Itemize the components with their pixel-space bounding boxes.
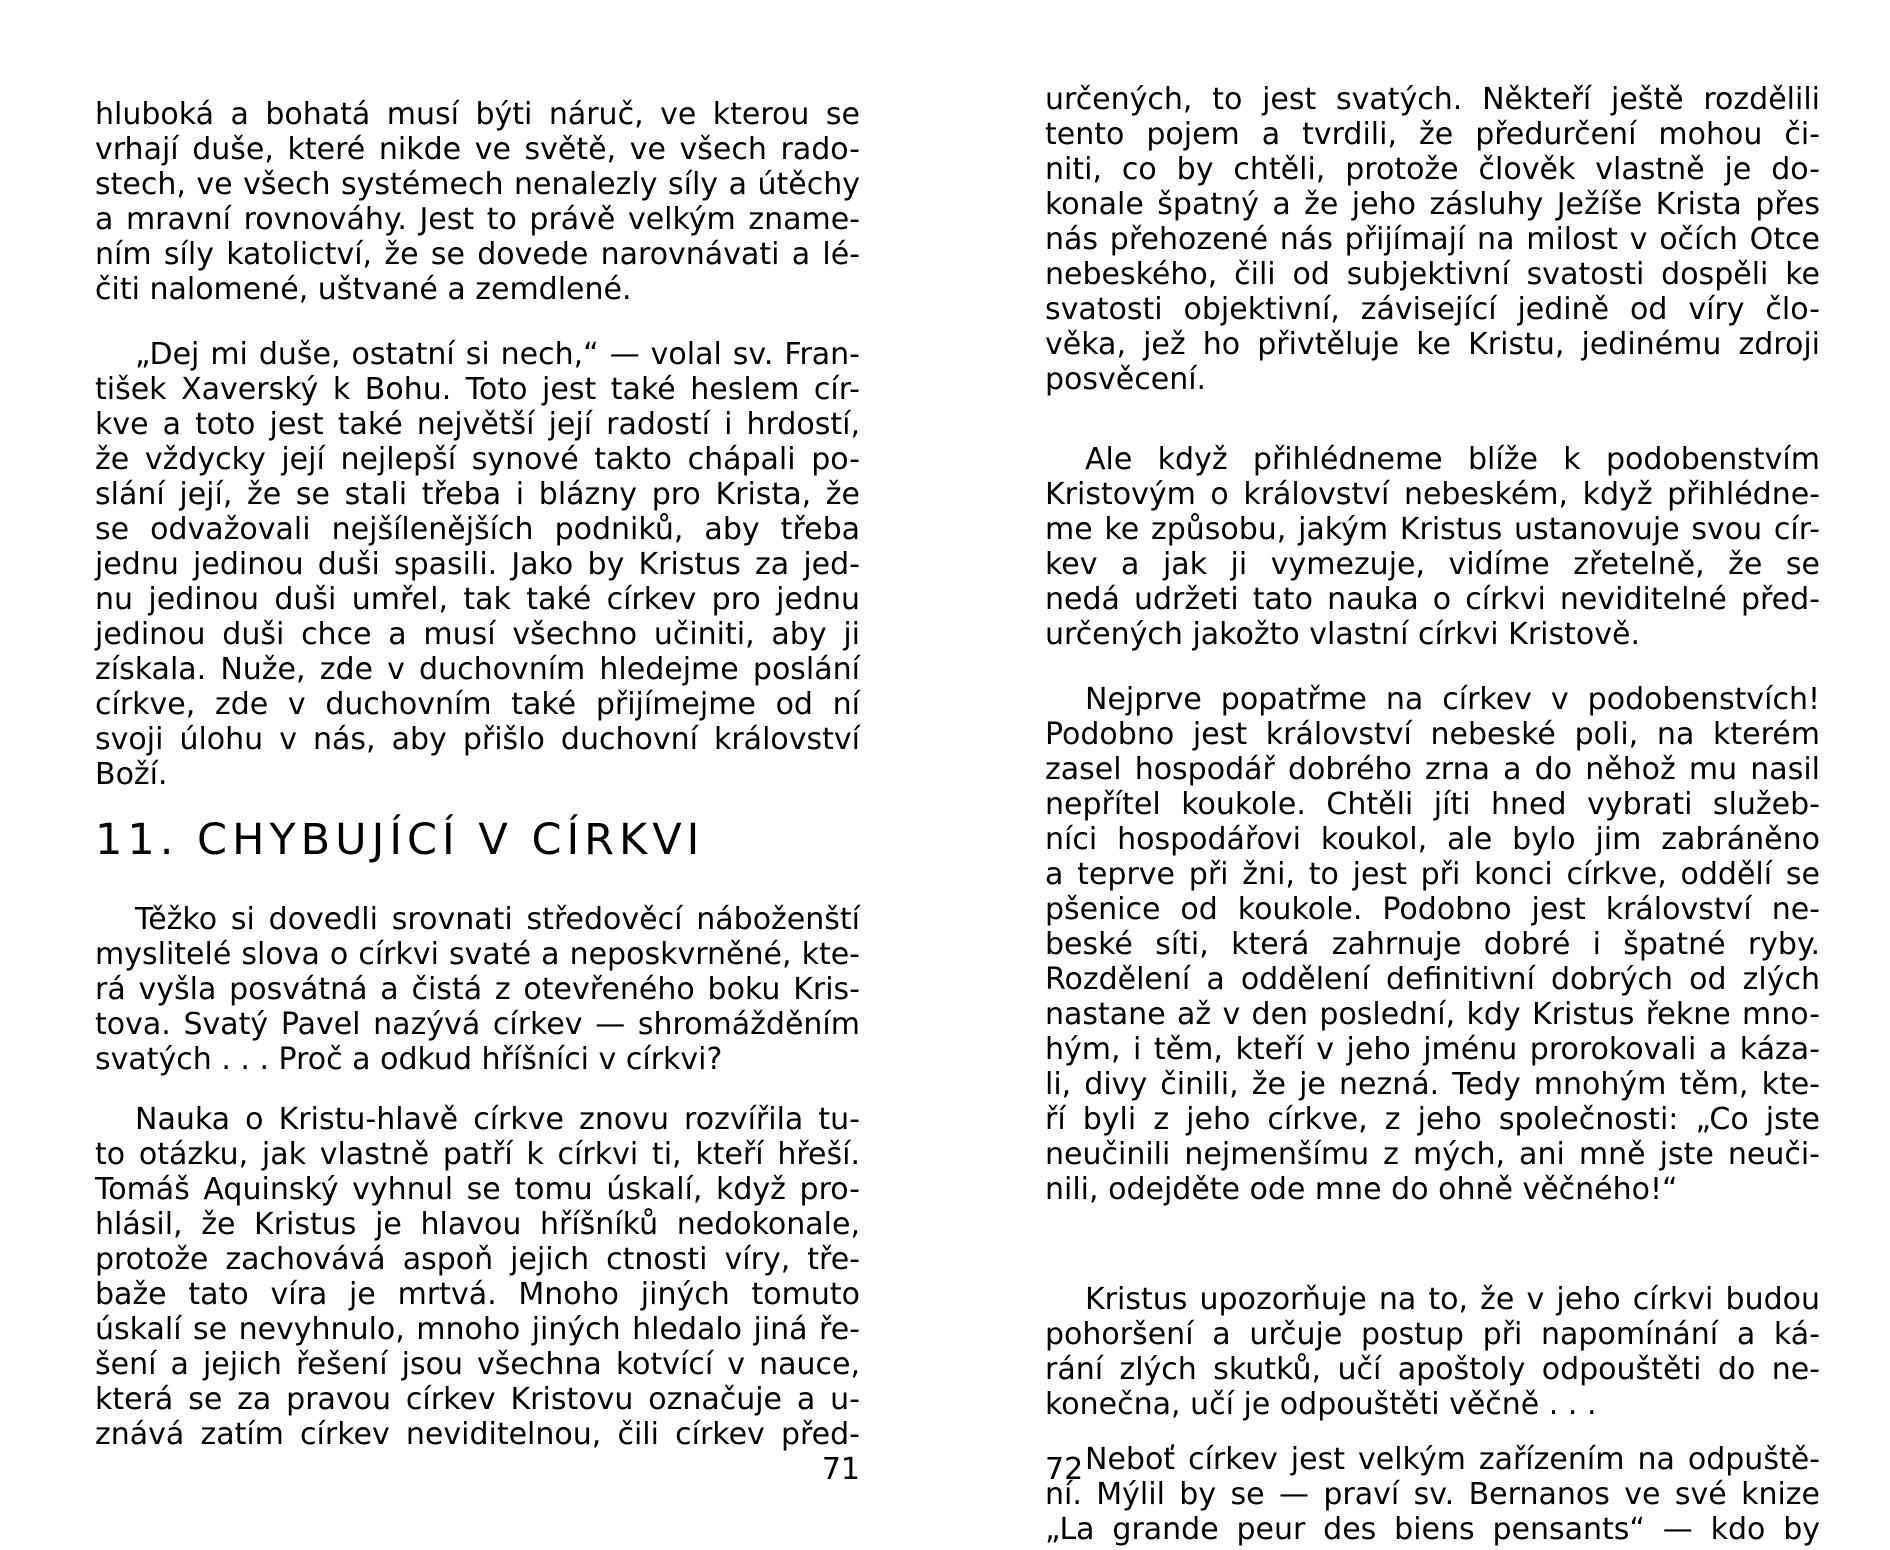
text-line: pohoršení a určuje postup při napomínání a ká- xyxy=(1045,1317,1820,1352)
text-line: tišek Xaverský k Bohu. Toto jest také heslem cír- xyxy=(95,372,860,407)
text-line: Kristus upozorňuje na to, že v jeho církvi budou xyxy=(1085,1282,1820,1317)
text-line: me ke způsobu, jakým Kristus ustanovuje svou cír- xyxy=(1045,512,1820,547)
text-line: konečna, učí je odpouštěti věčně . . . xyxy=(1045,1387,1597,1422)
text-line: Neboť církev jest velkým zařízením na odpuště- xyxy=(1085,1442,1820,1477)
text-line: Těžko si dovedli srovnati středověcí náboženští xyxy=(135,902,860,937)
text-line: tova. Svatý Pavel nazývá církev — shromážděním xyxy=(95,1007,860,1042)
text-line: to otázku, jak vlastně patří k církvi ti, kteří hřeší. xyxy=(95,1137,860,1172)
text-line: která se za pravou církev Kristovu označuje a u- xyxy=(95,1382,860,1417)
text-line: Kristovým o království nebeském, když přihlédne- xyxy=(1045,477,1820,512)
text-line: znává zatím církev neviditelnou, čili církev před- xyxy=(95,1417,860,1452)
text-line: Tomáš Aquinský vyhnul se tomu úskalí, když pro- xyxy=(95,1172,860,1207)
text-line: nepřítel koukole. Chtěli jíti hned vybrati služeb- xyxy=(1045,787,1820,822)
text-line: niti, co by chtěli, protože člověk vlastně je do- xyxy=(1045,152,1820,187)
text-line: ním síly katolictví, že se dovede narovnávati a lé- xyxy=(95,237,860,272)
text-line: hlásil, že Kristus je hlavou hříšníků nedokonale, xyxy=(95,1207,860,1242)
text-line: církve, zde v duchovním také přijímejme od ní xyxy=(95,687,860,722)
text-line: níci hospodářovi koukol, ale bylo jim zabráněno xyxy=(1045,822,1820,857)
text-line: kve a toto jest také největší její radostí i hrdostí, xyxy=(95,407,860,442)
text-line: svatých . . . Proč a odkud hříšníci v církvi? xyxy=(95,1042,723,1077)
text-line: hluboká a bohatá musí býti náruč, ve kterou se xyxy=(95,97,860,132)
right-page xyxy=(1045,0,1820,1547)
text-line: nu jedinou duši umřel, tak také církev pro jednu xyxy=(95,582,860,617)
text-line: Podobno jest království nebeské poli, na kterém xyxy=(1045,717,1820,752)
text-line: „La grande peur des biens pensants“ — kdo by xyxy=(1045,1512,1820,1547)
text-line: konale špatný a že jeho zásluhy Ježíše Krista přes xyxy=(1045,187,1820,222)
text-line: nebeského, čili od subjektivní svatosti dospěli ke xyxy=(1045,257,1820,292)
text-line: nastane až v den poslední, kdy Kristus řekne mno- xyxy=(1045,997,1820,1032)
text-line: beské síti, která zahrnuje dobré i špatné ryby. xyxy=(1045,927,1820,962)
text-line: ří byli z jeho církve, z jeho společnosti: „Co jste xyxy=(1045,1102,1820,1137)
text-line: Nejprve popatřme na církev v podobenstvích! xyxy=(1085,682,1820,717)
text-line: ní. Mýlil by se — praví sv. Bernanos ve své knize xyxy=(1045,1477,1820,1512)
text-line: nás přehozené nás přijímají na milost v očích Otce xyxy=(1045,222,1820,257)
text-line: myslitelé slova o církvi svaté a neposkvrněné, kte- xyxy=(95,937,860,972)
text-line: určených jakožto vlastní církvi Kristově. xyxy=(1045,617,1640,652)
text-line: rá vyšla posvátná a čistá z otevřeného boku Kris- xyxy=(95,972,860,1007)
text-line: neučinili nejmenšímu z mých, ani mně jste neuči- xyxy=(1045,1137,1820,1172)
text-line: Boží. xyxy=(95,757,168,792)
left-page xyxy=(95,0,860,1500)
text-line: Rozdělení a oddělení definitivní dobrých od zlých xyxy=(1045,962,1820,997)
text-line: jedinou duši chce a musí všechno učiniti, aby ji xyxy=(95,617,860,652)
text-line: šení a jejich řešení jsou všechna kotvící v nauce, xyxy=(95,1347,860,1382)
text-line: že vždycky její nejlepší synové takto chápali po- xyxy=(95,442,860,477)
text-line: a teprve při žni, to jest při konci církve, oddělí se xyxy=(1045,857,1820,892)
text-line: věka, jež ho přivtěluje ke Kristu, jedinému zdroji xyxy=(1045,327,1820,362)
text-line: získala. Nuže, zde v duchovním hledejme poslání xyxy=(95,652,860,687)
text-line: stech, ve všech systémech nenalezly síly a útěchy xyxy=(95,167,860,202)
page-number: 72 xyxy=(1045,1452,1084,1487)
text-line: nili, odejděte ode mne do ohně věčného!“ xyxy=(1045,1172,1678,1207)
text-line: „Dej mi duše, ostatní si nech,“ — volal sv. Fran- xyxy=(135,337,860,372)
text-line: vrhají duše, které nikde ve světě, ve všech rado- xyxy=(95,132,860,167)
text-line: rání zlých skutků, učí apoštoly odpouštěti do ne- xyxy=(1045,1352,1820,1387)
text-line: pšenice od koukole. Podobno jest království ne- xyxy=(1045,892,1820,927)
page-number: 71 xyxy=(821,1452,860,1487)
text-line: zasel hospodář dobrého zrna a do něhož mu nasil xyxy=(1045,752,1820,787)
text-line: slání její, že se stali třeba i blázny pro Krista, že xyxy=(95,477,860,512)
text-line: čiti nalomené, uštvané a zemdlené. xyxy=(95,272,632,307)
text-line: svatosti objektivní, závisející jedině od víry člo- xyxy=(1045,292,1820,327)
chapter-heading: 11. CHYBUJÍCÍ V CÍRKVI xyxy=(95,815,705,865)
text-line: svoji úlohu v nás, aby přišlo duchovní království xyxy=(95,722,860,757)
text-line: baže tato víra je mrtvá. Mnoho jiných tomuto xyxy=(95,1277,860,1312)
text-line: kev a jak ji vymezuje, vidíme zřetelně, že se xyxy=(1045,547,1820,582)
text-line: a mravní rovnováhy. Jest to právě velkým zname- xyxy=(95,202,860,237)
text-line: určených, to jest svatých. Někteří ještě rozdělili xyxy=(1045,82,1820,117)
text-line: hým, i těm, kteří v jeho jménu prorokovali a káza- xyxy=(1045,1032,1820,1067)
text-line: li, divy činili, že je nezná. Tedy mnohým těm, kte- xyxy=(1045,1067,1820,1102)
text-line: úskalí se nevyhnulo, mnoho jiných hledalo jiná ře- xyxy=(95,1312,860,1347)
text-line: se odvažovali nejšílenějších podniků, aby třeba xyxy=(95,512,860,547)
text-line: posvěcení. xyxy=(1045,362,1207,397)
text-line: Ale když přihlédneme blíže k podobenstvím xyxy=(1085,442,1820,477)
text-line: protože zachovává aspoň jejich ctnosti víry, tře- xyxy=(95,1242,860,1277)
text-line: Nauka o Kristu-hlavě církve znovu rozvířila tu- xyxy=(135,1102,860,1137)
text-line: tento pojem a tvrdili, že předurčení mohou či- xyxy=(1045,117,1820,152)
text-line: jednu jedinou duši spasili. Jako by Kristus za jed- xyxy=(95,547,860,582)
text-line: nedá udržeti tato nauka o církvi neviditelné před- xyxy=(1045,582,1820,617)
